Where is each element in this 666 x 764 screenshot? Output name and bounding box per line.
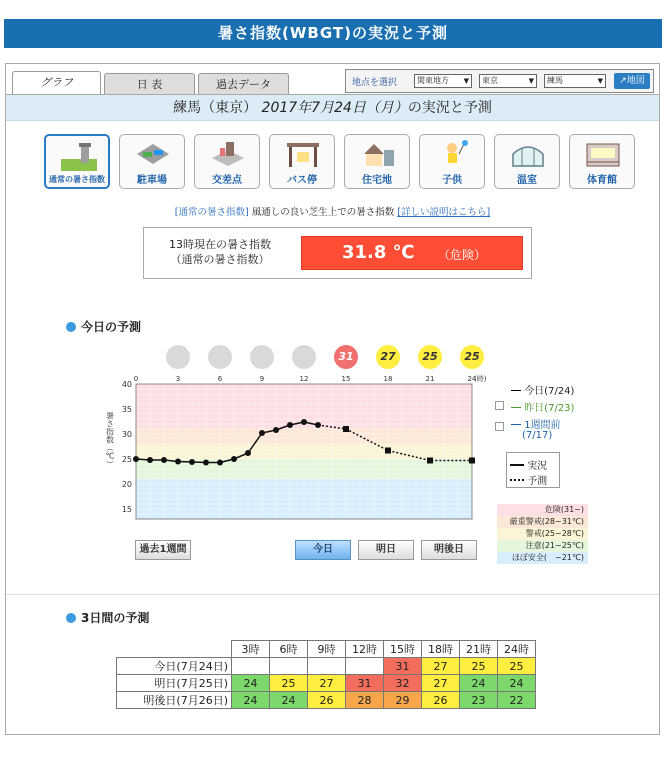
observed-point	[231, 456, 237, 462]
table-cell: 24	[498, 675, 536, 692]
scale-caution: 注意(21~25℃)	[497, 540, 588, 552]
table-header: 15時	[384, 641, 422, 658]
current-index-label: 13時現在の暑さ指数 （通常の暑さ指数）	[169, 238, 271, 266]
scale-danger: 危険(31~)	[497, 504, 588, 516]
table-row-label: 明日(7月25日)	[117, 675, 232, 692]
prefecture-select[interactable]: 東京 ▼	[479, 74, 537, 88]
x-tick-label: 6	[217, 375, 223, 383]
intersection-icon	[210, 140, 246, 170]
forecast-circle: 31	[334, 345, 358, 369]
table-row	[117, 692, 536, 709]
legend-yesterday: 昨日(7/23)	[511, 399, 574, 414]
map-button[interactable]: ↗地図	[614, 73, 650, 89]
observed-point	[287, 422, 293, 428]
observed-point	[147, 457, 153, 463]
greenhouse-icon	[510, 140, 546, 170]
observed-point	[245, 450, 251, 456]
scale-severe: 厳重警戒(28~31℃)	[497, 516, 588, 528]
observed-point	[259, 430, 265, 436]
table-header: 9時	[308, 641, 346, 658]
category-label: 通常の暑さ指数	[49, 175, 105, 184]
table-row-label: 今日(7月24日)	[117, 658, 232, 675]
residential-icon	[360, 140, 396, 170]
table-cell	[346, 658, 384, 675]
table-cell: 32	[384, 675, 422, 692]
y-tick-label: 20	[121, 480, 132, 489]
table-cell: 25	[460, 658, 498, 675]
child-icon	[435, 140, 471, 170]
category-label: バス停	[287, 175, 317, 186]
danger-scale-legend	[497, 504, 588, 564]
table-header: 21時	[460, 641, 498, 658]
table-cell: 29	[384, 692, 422, 709]
tab-daily-table[interactable]: 日 表	[104, 73, 195, 95]
forecast-circle	[250, 345, 274, 369]
x-tick-label: 21	[425, 375, 435, 383]
chevron-down-icon: ▼	[528, 77, 534, 85]
today-forecast-heading: 今日の予測	[66, 318, 141, 335]
category-parking[interactable]	[119, 134, 185, 189]
wbgt-line-chart	[96, 374, 496, 524]
category-label: 温室	[517, 175, 537, 186]
bullet-icon	[66, 613, 76, 623]
observed-point	[217, 460, 223, 466]
current-index-value: 31.8 ℃ （危険）	[301, 236, 523, 270]
category-description	[6, 204, 659, 218]
table-header: 24時	[498, 641, 536, 658]
table-cell: 28	[346, 692, 384, 709]
location-label: 地点を選択	[352, 78, 398, 88]
parking-icon	[135, 140, 171, 170]
x-tick-label: 3	[175, 375, 181, 383]
x-axis-unit: (時)	[474, 375, 487, 383]
forecast-point	[427, 458, 433, 464]
y-tick-label: 40	[121, 380, 132, 389]
table-cell: 27	[308, 675, 346, 692]
table-cell: 23	[460, 692, 498, 709]
forecast-circle	[208, 345, 232, 369]
table-cell: 26	[422, 692, 460, 709]
observed-point	[273, 427, 279, 433]
table-cell: 26	[308, 692, 346, 709]
legend-observed: 実況	[510, 457, 547, 472]
legend-week-ago-date: (7/17)	[522, 430, 553, 441]
category-label: 交差点	[212, 175, 242, 186]
table-header: 6時	[270, 641, 308, 658]
category-gymnasium[interactable]	[569, 134, 635, 189]
line-style-legend	[506, 452, 560, 488]
table-row	[117, 675, 536, 692]
three-day-forecast-heading: 3日間の予測	[66, 609, 149, 626]
divider	[6, 594, 659, 595]
category-greenhouse[interactable]	[494, 134, 560, 189]
page-title: 暑さ指数(WBGT)の実況と予測	[4, 19, 662, 48]
observed-point	[175, 459, 181, 465]
forecast-circle: 25	[418, 345, 442, 369]
day-after-button[interactable]: 明後日	[421, 540, 477, 560]
location-selector	[345, 69, 654, 93]
legend-week-ago: 1週間前	[511, 416, 561, 431]
category-label: 体育館	[587, 175, 617, 186]
current-index-box	[143, 227, 532, 279]
table-cell: 27	[422, 658, 460, 675]
x-tick-label: 9	[259, 375, 265, 383]
thermometer-icon	[61, 141, 97, 171]
category-normal[interactable]	[44, 134, 110, 189]
table-cell: 27	[422, 675, 460, 692]
chevron-down-icon: ▼	[597, 77, 603, 85]
y-tick-label: 35	[121, 405, 132, 414]
past-week-button[interactable]: 過去1週間	[135, 540, 191, 560]
y-tick-label: 15	[121, 505, 132, 514]
observed-point	[133, 456, 139, 462]
x-tick-label: 15	[341, 375, 351, 383]
tab-graph[interactable]: グラフ	[12, 71, 101, 94]
table-cell: 31	[384, 658, 422, 675]
bus-stop-icon	[285, 140, 321, 170]
observed-point	[203, 460, 209, 466]
legend-today: 今日(7/24)	[511, 382, 574, 397]
table-cell	[270, 658, 308, 675]
category-label: 子供	[442, 175, 462, 186]
observed-point	[189, 459, 195, 465]
category-tag: [通常の暑さ指数]	[174, 207, 249, 218]
x-tick-label: 0	[133, 375, 139, 383]
gymnasium-icon	[585, 140, 621, 170]
week-ago-checkbox[interactable]	[495, 422, 504, 431]
details-link[interactable]: [詳しい説明はこちら]	[397, 207, 491, 218]
today-button[interactable]: 今日	[295, 540, 351, 560]
table-cell	[232, 658, 270, 675]
report-heading: 練馬（東京） 2017年7月24日（月）の実況と予測	[6, 94, 659, 121]
category-label: 駐車場	[137, 175, 167, 186]
table-header: 12時	[346, 641, 384, 658]
table-row	[117, 658, 536, 675]
x-tick-label: 18	[383, 375, 393, 383]
table-cell: 22	[498, 692, 536, 709]
table-row-label: 明後日(7月26日)	[117, 692, 232, 709]
main-panel	[5, 63, 660, 735]
map-icon: ↗	[619, 76, 627, 86]
category-child[interactable]	[419, 134, 485, 189]
table-cell: 25	[270, 675, 308, 692]
category-residential[interactable]	[344, 134, 410, 189]
forecast-circle	[166, 345, 190, 369]
yesterday-checkbox[interactable]	[495, 401, 504, 410]
y-axis-label: 暑さ指数（℃）	[105, 411, 115, 469]
observed-point	[301, 419, 307, 425]
bullet-icon	[66, 322, 76, 332]
tomorrow-button[interactable]: 明日	[358, 540, 414, 560]
table-header: 18時	[422, 641, 460, 658]
forecast-circle	[292, 345, 316, 369]
forecast-point	[343, 426, 349, 432]
scale-warning: 警戒(25~28℃)	[497, 528, 588, 540]
legend-forecast: 予測	[510, 472, 547, 487]
y-tick-label: 30	[121, 430, 132, 439]
table-cell: 25	[498, 658, 536, 675]
forecast-point	[469, 458, 475, 464]
danger-level-label: （危険）	[438, 248, 487, 262]
scale-safe: ほぼ安全( ~21℃)	[497, 552, 588, 564]
observed-point	[161, 457, 167, 463]
table-cell: 24	[232, 692, 270, 709]
x-tick-label: 24	[467, 375, 477, 383]
chevron-down-icon: ▼	[463, 77, 469, 85]
forecast-point	[385, 448, 391, 454]
station-select[interactable]: 練馬 ▼	[544, 74, 606, 88]
region-select[interactable]: 関東地方 ▼	[414, 74, 472, 88]
forecast-circle: 25	[460, 345, 484, 369]
category-intersection[interactable]	[194, 134, 260, 189]
table-cell: 31	[346, 675, 384, 692]
table-cell: 24	[232, 675, 270, 692]
x-tick-label: 12	[299, 375, 309, 383]
y-tick-label: 25	[121, 455, 132, 464]
category-label: 住宅地	[362, 175, 392, 186]
forecast-table	[116, 640, 536, 709]
category-description-text: 風通しの良い芝生上での暑さ指数	[251, 207, 395, 218]
table-cell: 24	[270, 692, 308, 709]
category-bus-stop[interactable]	[269, 134, 335, 189]
table-corner	[117, 641, 232, 658]
table-cell: 24	[460, 675, 498, 692]
tab-past-data[interactable]: 過去データ	[198, 73, 289, 95]
table-header: 3時	[232, 641, 270, 658]
table-cell	[308, 658, 346, 675]
forecast-circle: 27	[376, 345, 400, 369]
